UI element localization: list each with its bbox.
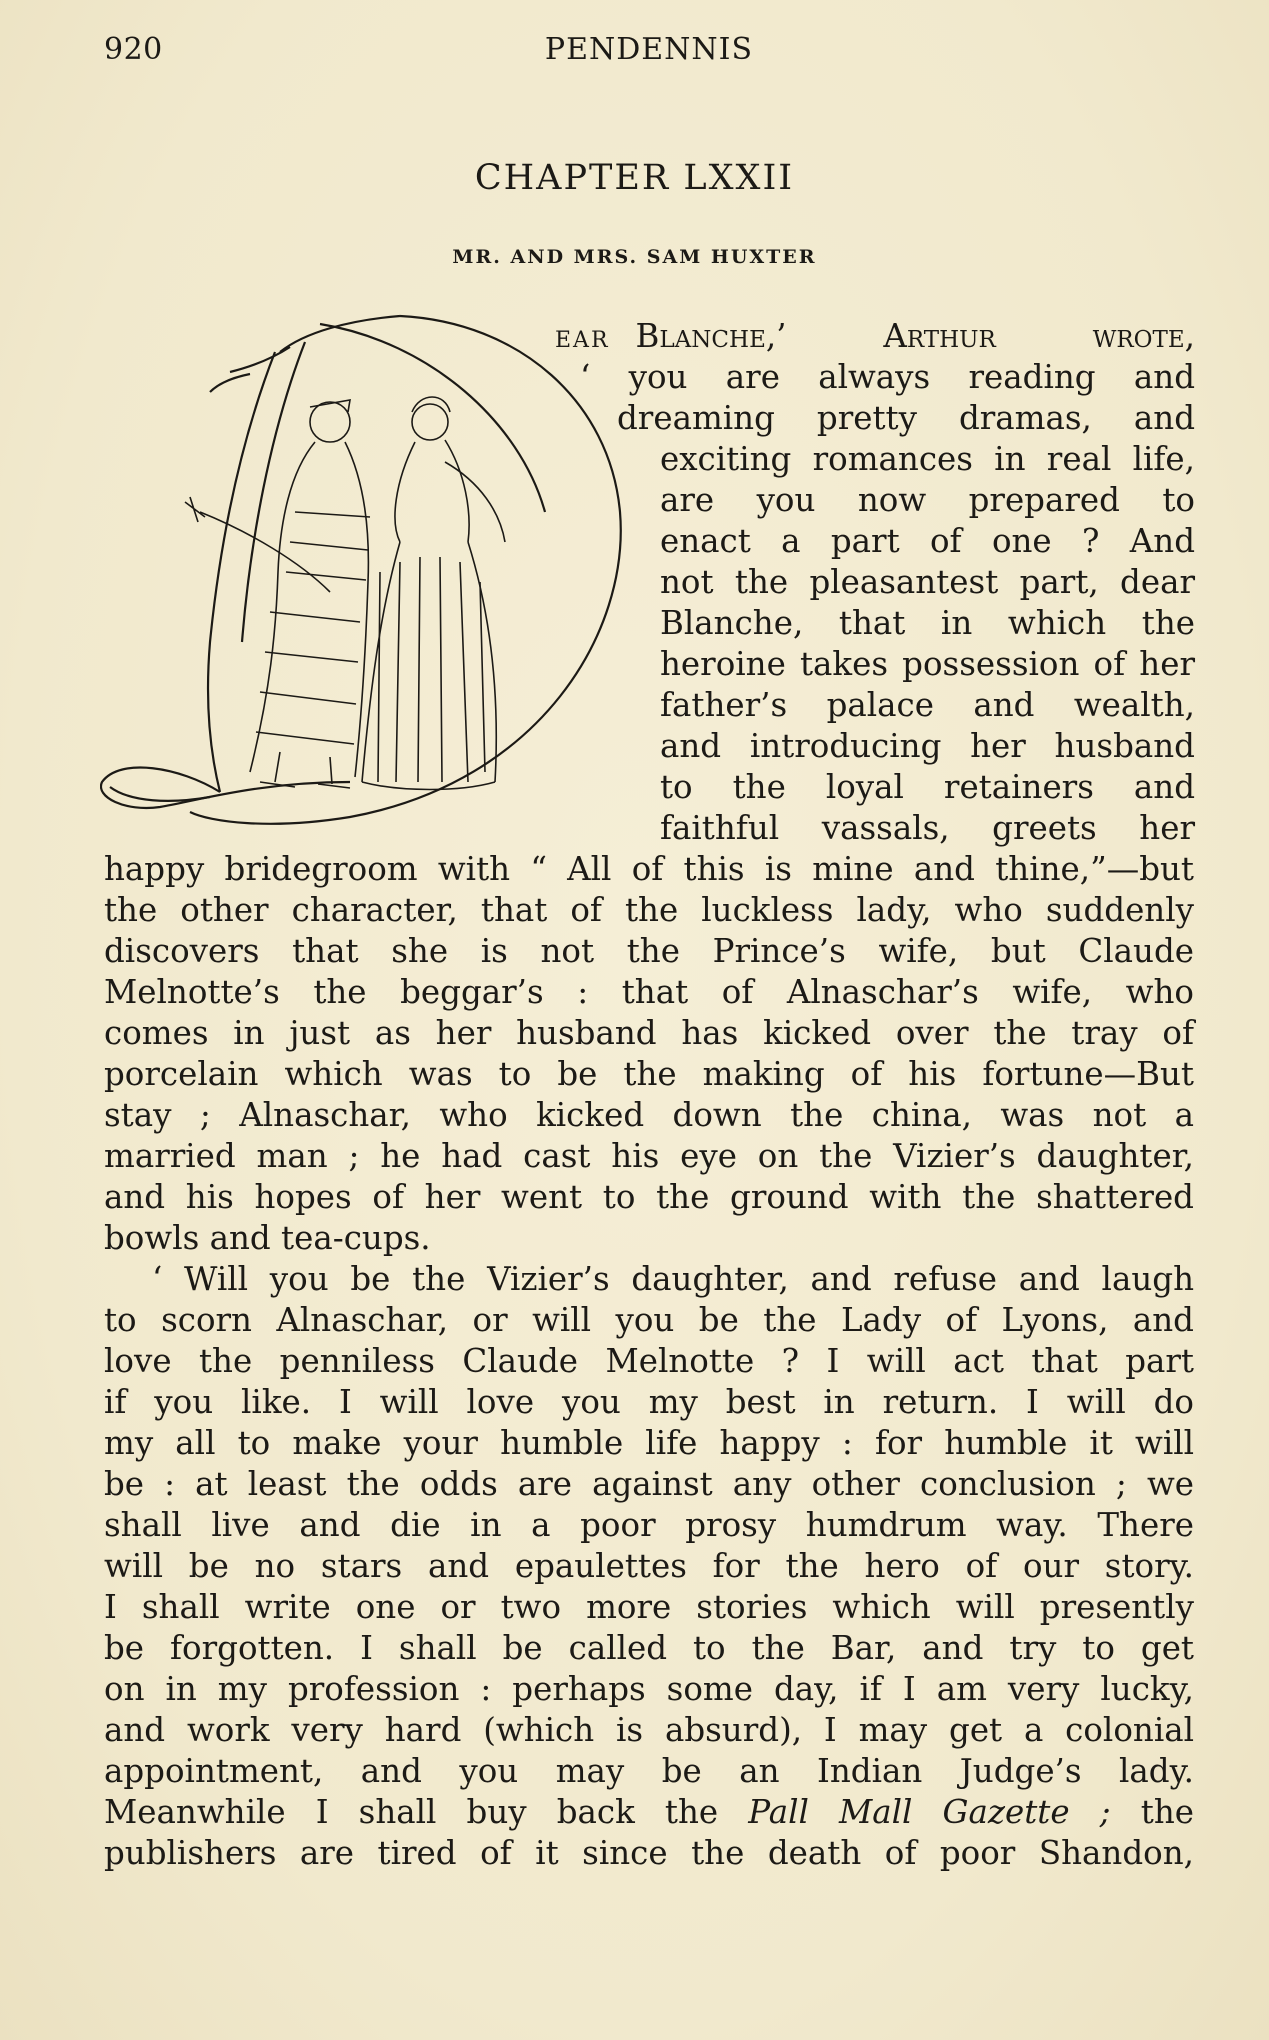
text-line: will be no stars and epaulettes for the hero of our story. [104,1547,1194,1585]
text-line: be forgotten. I shall be called to the Bar, and try to get [104,1629,1194,1667]
text-line: happy bridegroom with “ All of this is mine and thine,”—but [104,850,1194,888]
text-line: married man ; he had cast his eye on the Vizier’s daughter, [104,1137,1194,1175]
text-line: be : at least the odds are against any other conclusion ; we [104,1465,1194,1503]
text-line: discovers that she is not the Prince’s wife, but Claude [104,932,1194,970]
text-line [104,1792,1194,1832]
text-line: faithful vassals, greets her [660,809,1195,847]
text-line: and work very hard (which is absurd), I may get a colonial [104,1711,1194,1749]
drop-cap-continuation: EAR [555,328,610,353]
italic-title: Pall Mall Gazette ; [748,1793,1111,1831]
text-line: the other character, that of the luckless lady, who suddenly [104,891,1194,929]
text-line: and his hopes of her went to the ground with the shattered [104,1178,1194,1216]
text-line: Melnotte’s the beggar’s : that of Alnaschar’s wife, who [104,973,1194,1011]
text-line [555,316,1195,356]
text-line: ‘ you are always reading and [580,358,1195,396]
text-line: and introducing her husband [660,727,1195,765]
text-line: appointment, and you may be an Indian Judge’s lady. [104,1752,1194,1790]
text-line: exciting romances in real life, [660,440,1195,478]
text-line: not the pleasantest part, dear [660,563,1195,601]
text-line: heroine takes possession of her [660,645,1195,683]
chapter-subtitle: MR. AND MRS. SAM HUXTER [452,246,817,268]
text-line: publishers are tired of it since the death of poor Shandon, [104,1834,1194,1872]
text-line: enact a part of one ? And [660,522,1195,560]
text-line: bowls and tea-cups. [104,1219,431,1257]
text-line: I shall write one or two more stories which will presently [104,1588,1194,1626]
text-line: my all to make your humble life happy : for humble it will [104,1424,1194,1462]
text-line: dreaming pretty dramas, and [617,399,1195,437]
text-line: to the loyal retainers and [660,768,1195,806]
text-line: porcelain which was to be the making of his fortune—But [104,1055,1194,1093]
ornamental-drop-cap-icon [100,312,645,832]
text-line: stay ; Alnaschar, who kicked down the china, was not a [104,1096,1194,1134]
chapter-title: CHAPTER LXXII [474,158,795,198]
running-title: PENDENNIS [544,32,754,67]
page-number: 920 [104,32,163,67]
text-line: father’s palace and wealth, [660,686,1195,724]
text-line: if you like. I will love you my best in return. I will do [104,1383,1194,1421]
running-head [104,32,1194,76]
text-line: are you now prepared to [660,481,1195,519]
text-line: on in my profession : perhaps some day, if I am very lucky, [104,1670,1194,1708]
text-line: shall live and die in a poor prosy humdrum way. There [104,1506,1194,1544]
text-line: ‘ Will you be the Vizier’s daughter, and refuse and laugh [152,1260,1194,1298]
line-text: the [1140,1793,1194,1831]
line-text: Blanche,’ Arthur wrote, [635,317,1195,355]
text-line: Blanche, that in which the [660,604,1195,642]
text-line: comes in just as her husband has kicked over the tray of [104,1014,1194,1052]
text-line: love the penniless Claude Melnotte ? I will act that part [104,1342,1194,1380]
text-line: to scorn Alnaschar, or will you be the Lady of Lyons, and [104,1301,1194,1339]
line-text: Meanwhile I shall buy back the [104,1793,719,1831]
